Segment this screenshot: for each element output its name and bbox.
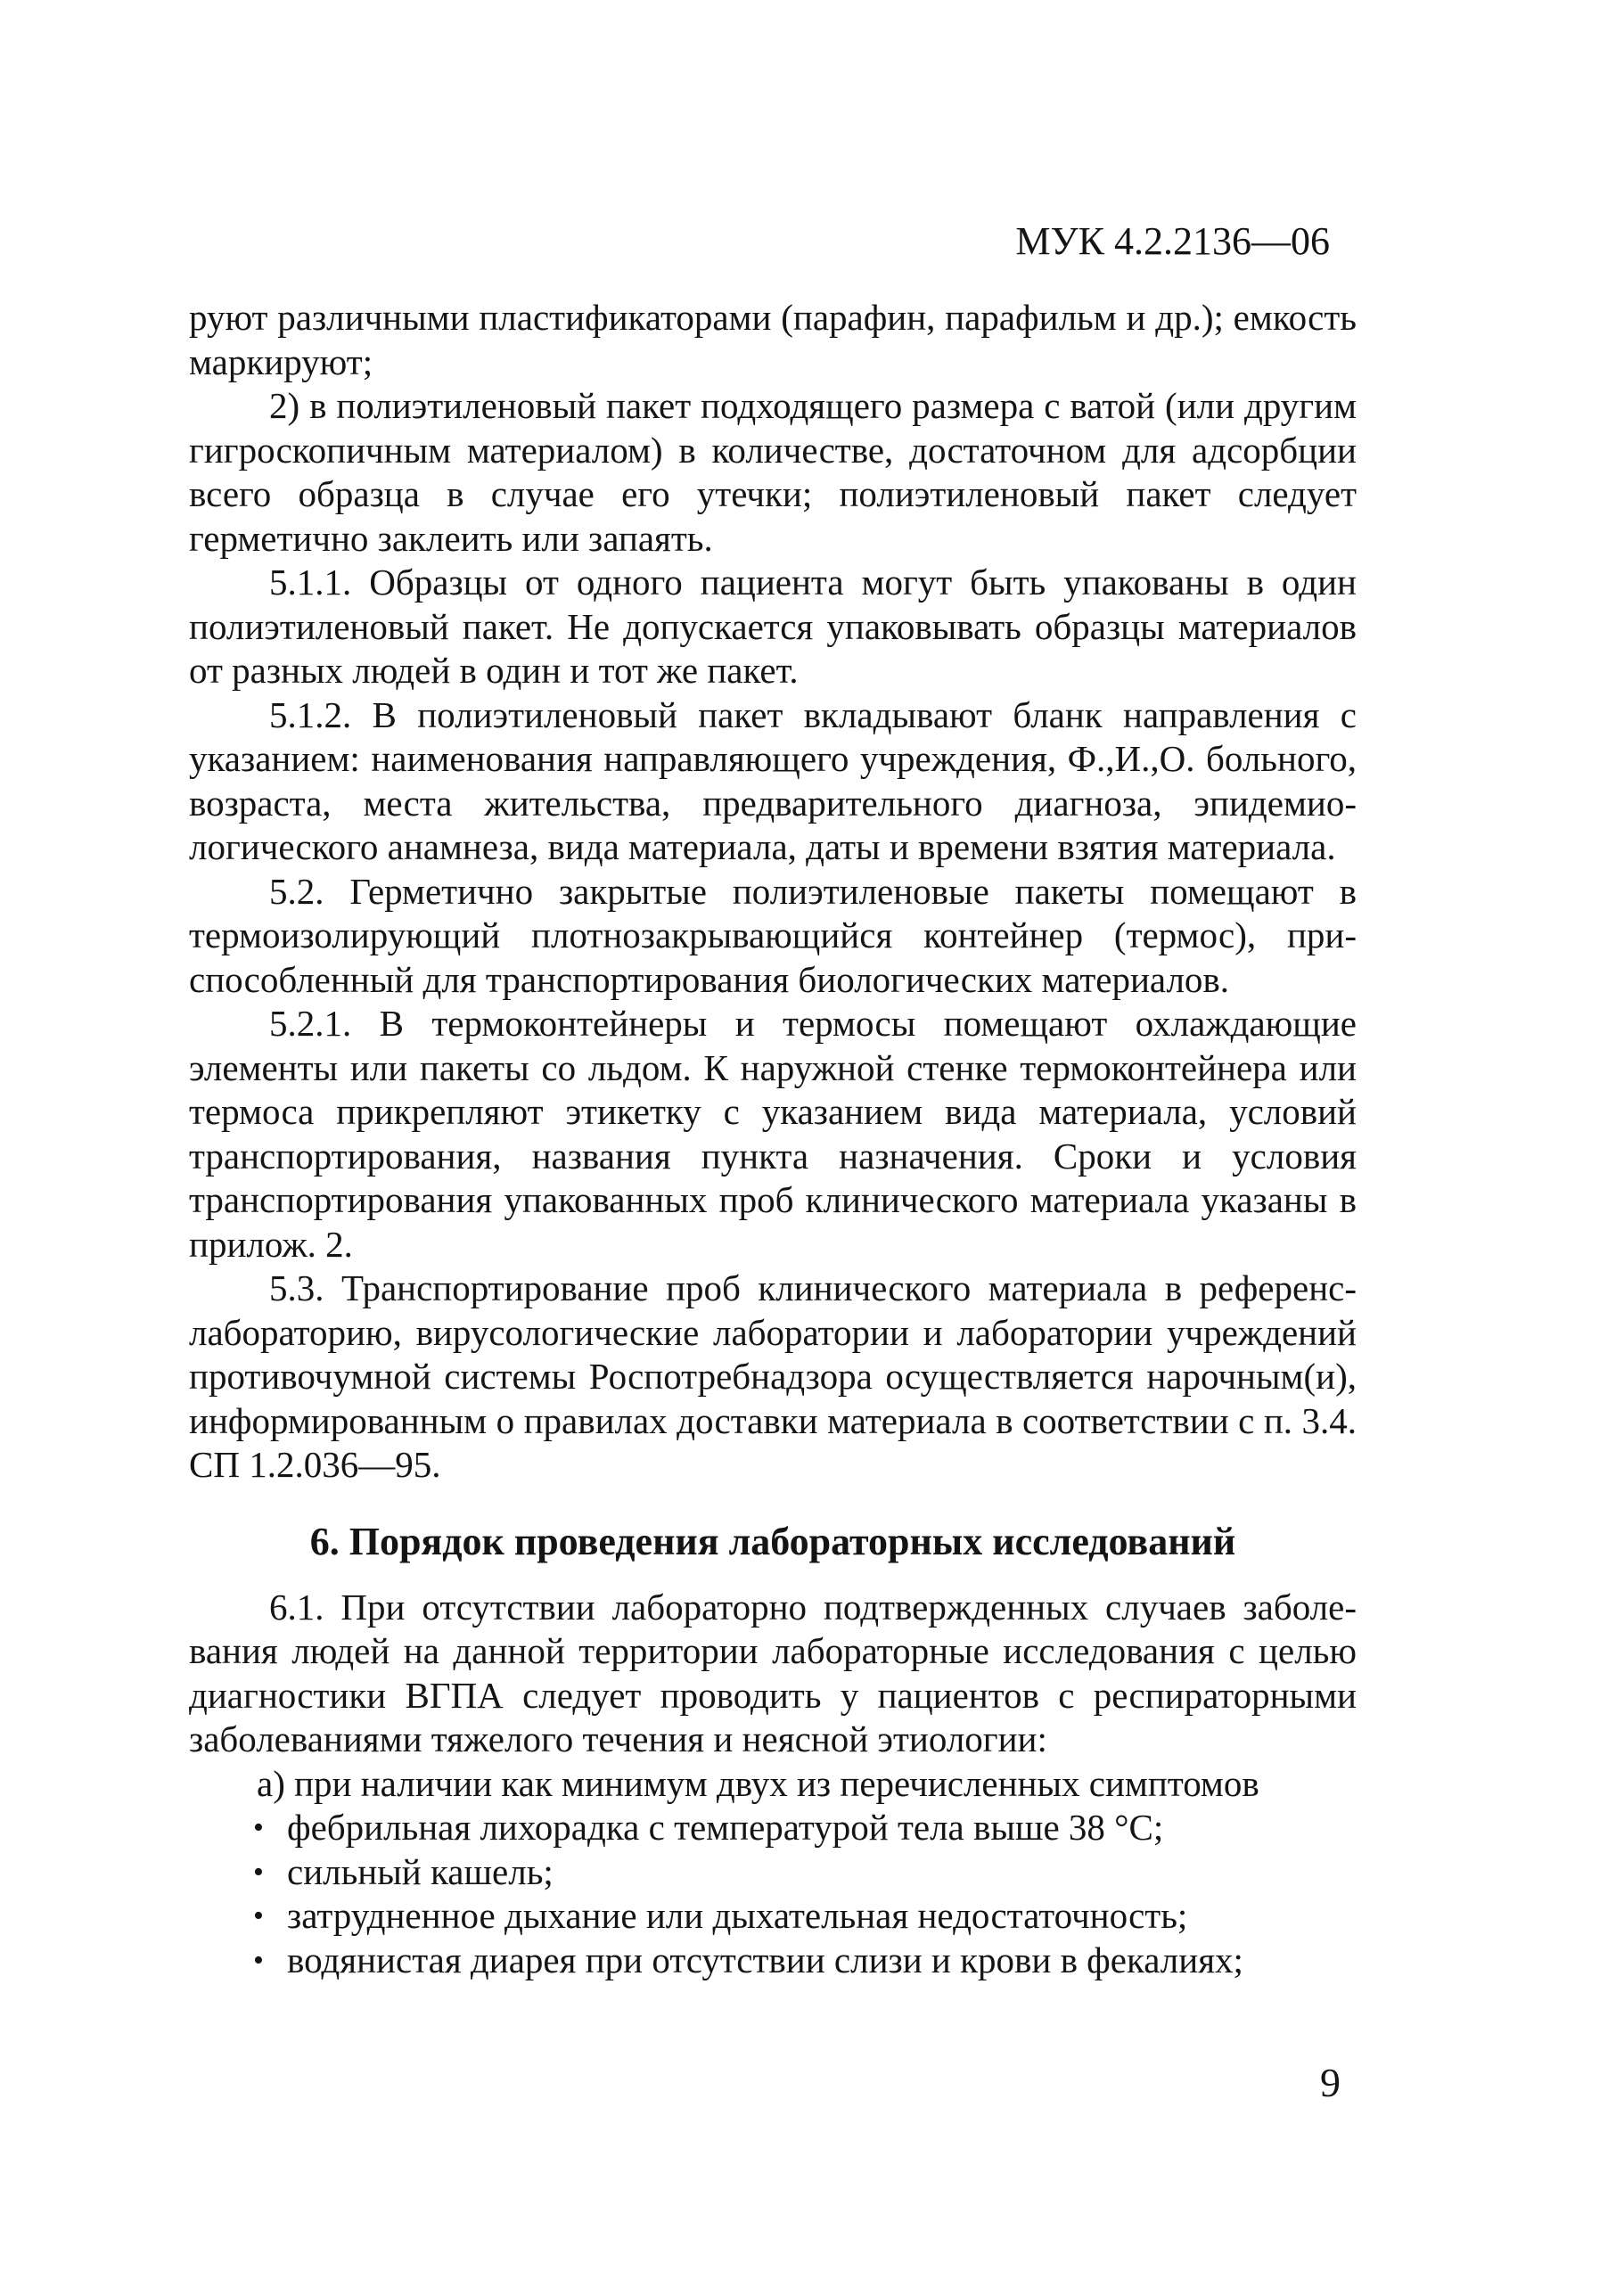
bullet-icon: • xyxy=(253,1811,264,1844)
list-item-text: сильный кашель; xyxy=(287,1850,554,1892)
list-item xyxy=(253,1939,1357,1983)
list-item xyxy=(253,1806,1357,1850)
bullet-icon: • xyxy=(253,1943,264,1977)
bullet-icon: • xyxy=(253,1899,264,1932)
paragraph-6-1: 6.1. При отсутствии лабораторно подтвержденных случаев заболевания людей на данной территории лабораторные исследования с целью диагностики ВГПА следует проводить у пациентов с респираторными заболеваниями тяжелого течения и неясной этиологии: xyxy=(189,1586,1357,1759)
paragraph-5-1-1: 5.1.1. Образцы от одного пациента могут быть упакованы в один полиэтиленовый пакет. Не допускается упаковывать образцы материалов от разных людей в один и тот же пакет. xyxy=(189,562,1357,691)
list-intro: а) при наличии как минимум двух из перечисленных симптомов xyxy=(257,1762,1259,1804)
paragraph-5-2: 5.2. Герметично закрытые полиэтиленовые пакеты помещают в термоизолирующий плотнозакрывающийся контейнер (термос), приспособленный для транспортирования биологических материалов. xyxy=(189,870,1357,1000)
paragraph-5-2-1: 5.2.1. В термоконтейнеры и термосы помещают охлаждающие элементы или пакеты со льдом. К наружной стенке термоконтейнера или термоса прикрепляют этикетку с указанием вида материала, условий транспортирования, названия пункта назначения. Сроки и условия транспортирования упакованных проб клинического материала указаны в прилож. 2. xyxy=(189,1003,1357,1265)
paragraph-item-2: 2) в полиэтиленовый пакет подходящего размера с ватой (или другим гигроскопичным материалом) в количестве, достаточном для адсорбции всего образца в случае его утечки; полиэтиленовый пакет следует герметично заклеить или запаять. xyxy=(189,385,1357,559)
paragraph-5-1-2: 5.1.2. В полиэтиленовый пакет вкладывают бланк направления с указанием: наименования направляющего учреждения, Ф.,И.,О. больного, возраста, места жительства, предварительного диагноза, эпидемиологического анамнеза, вида материала, даты и времени взятия материала. xyxy=(189,693,1357,867)
document-body xyxy=(189,296,1357,1982)
document-code: МУК 4.2.2136—06 xyxy=(1015,219,1330,263)
list-item xyxy=(253,1850,1357,1895)
paragraph-continuation: руют различными пластификаторами (парафин, парафильм и др.); емкость маркируют; xyxy=(189,297,1357,382)
list-item-text: фебрильная лихорадка с температурой тела выше 38 °С; xyxy=(287,1807,1164,1848)
list-item-text: водянистая диарея при отсутствии слизи и крови в фекалиях; xyxy=(287,1939,1243,1980)
page-number: 9 xyxy=(1320,2060,1341,2105)
section-heading: 6. Порядок проведения лабораторных исследований xyxy=(309,1519,1236,1563)
list-item-text: затрудненное дыхание или дыхательная недостаточность; xyxy=(287,1895,1188,1936)
list-item xyxy=(253,1894,1357,1939)
paragraph-5-3: 5.3. Транспортирование проб клинического материала в референслабораторию, вирусологические лаборатории и лаборатории учреждений противочумной системы Роспотребнадзора осуществляется нарочным(и), информированным о правилах доставки материала в соответствии с п. 3.4. СП 1.2.036—95. xyxy=(189,1267,1357,1485)
bullet-icon: • xyxy=(253,1855,264,1889)
symptom-list xyxy=(189,1806,1357,1982)
